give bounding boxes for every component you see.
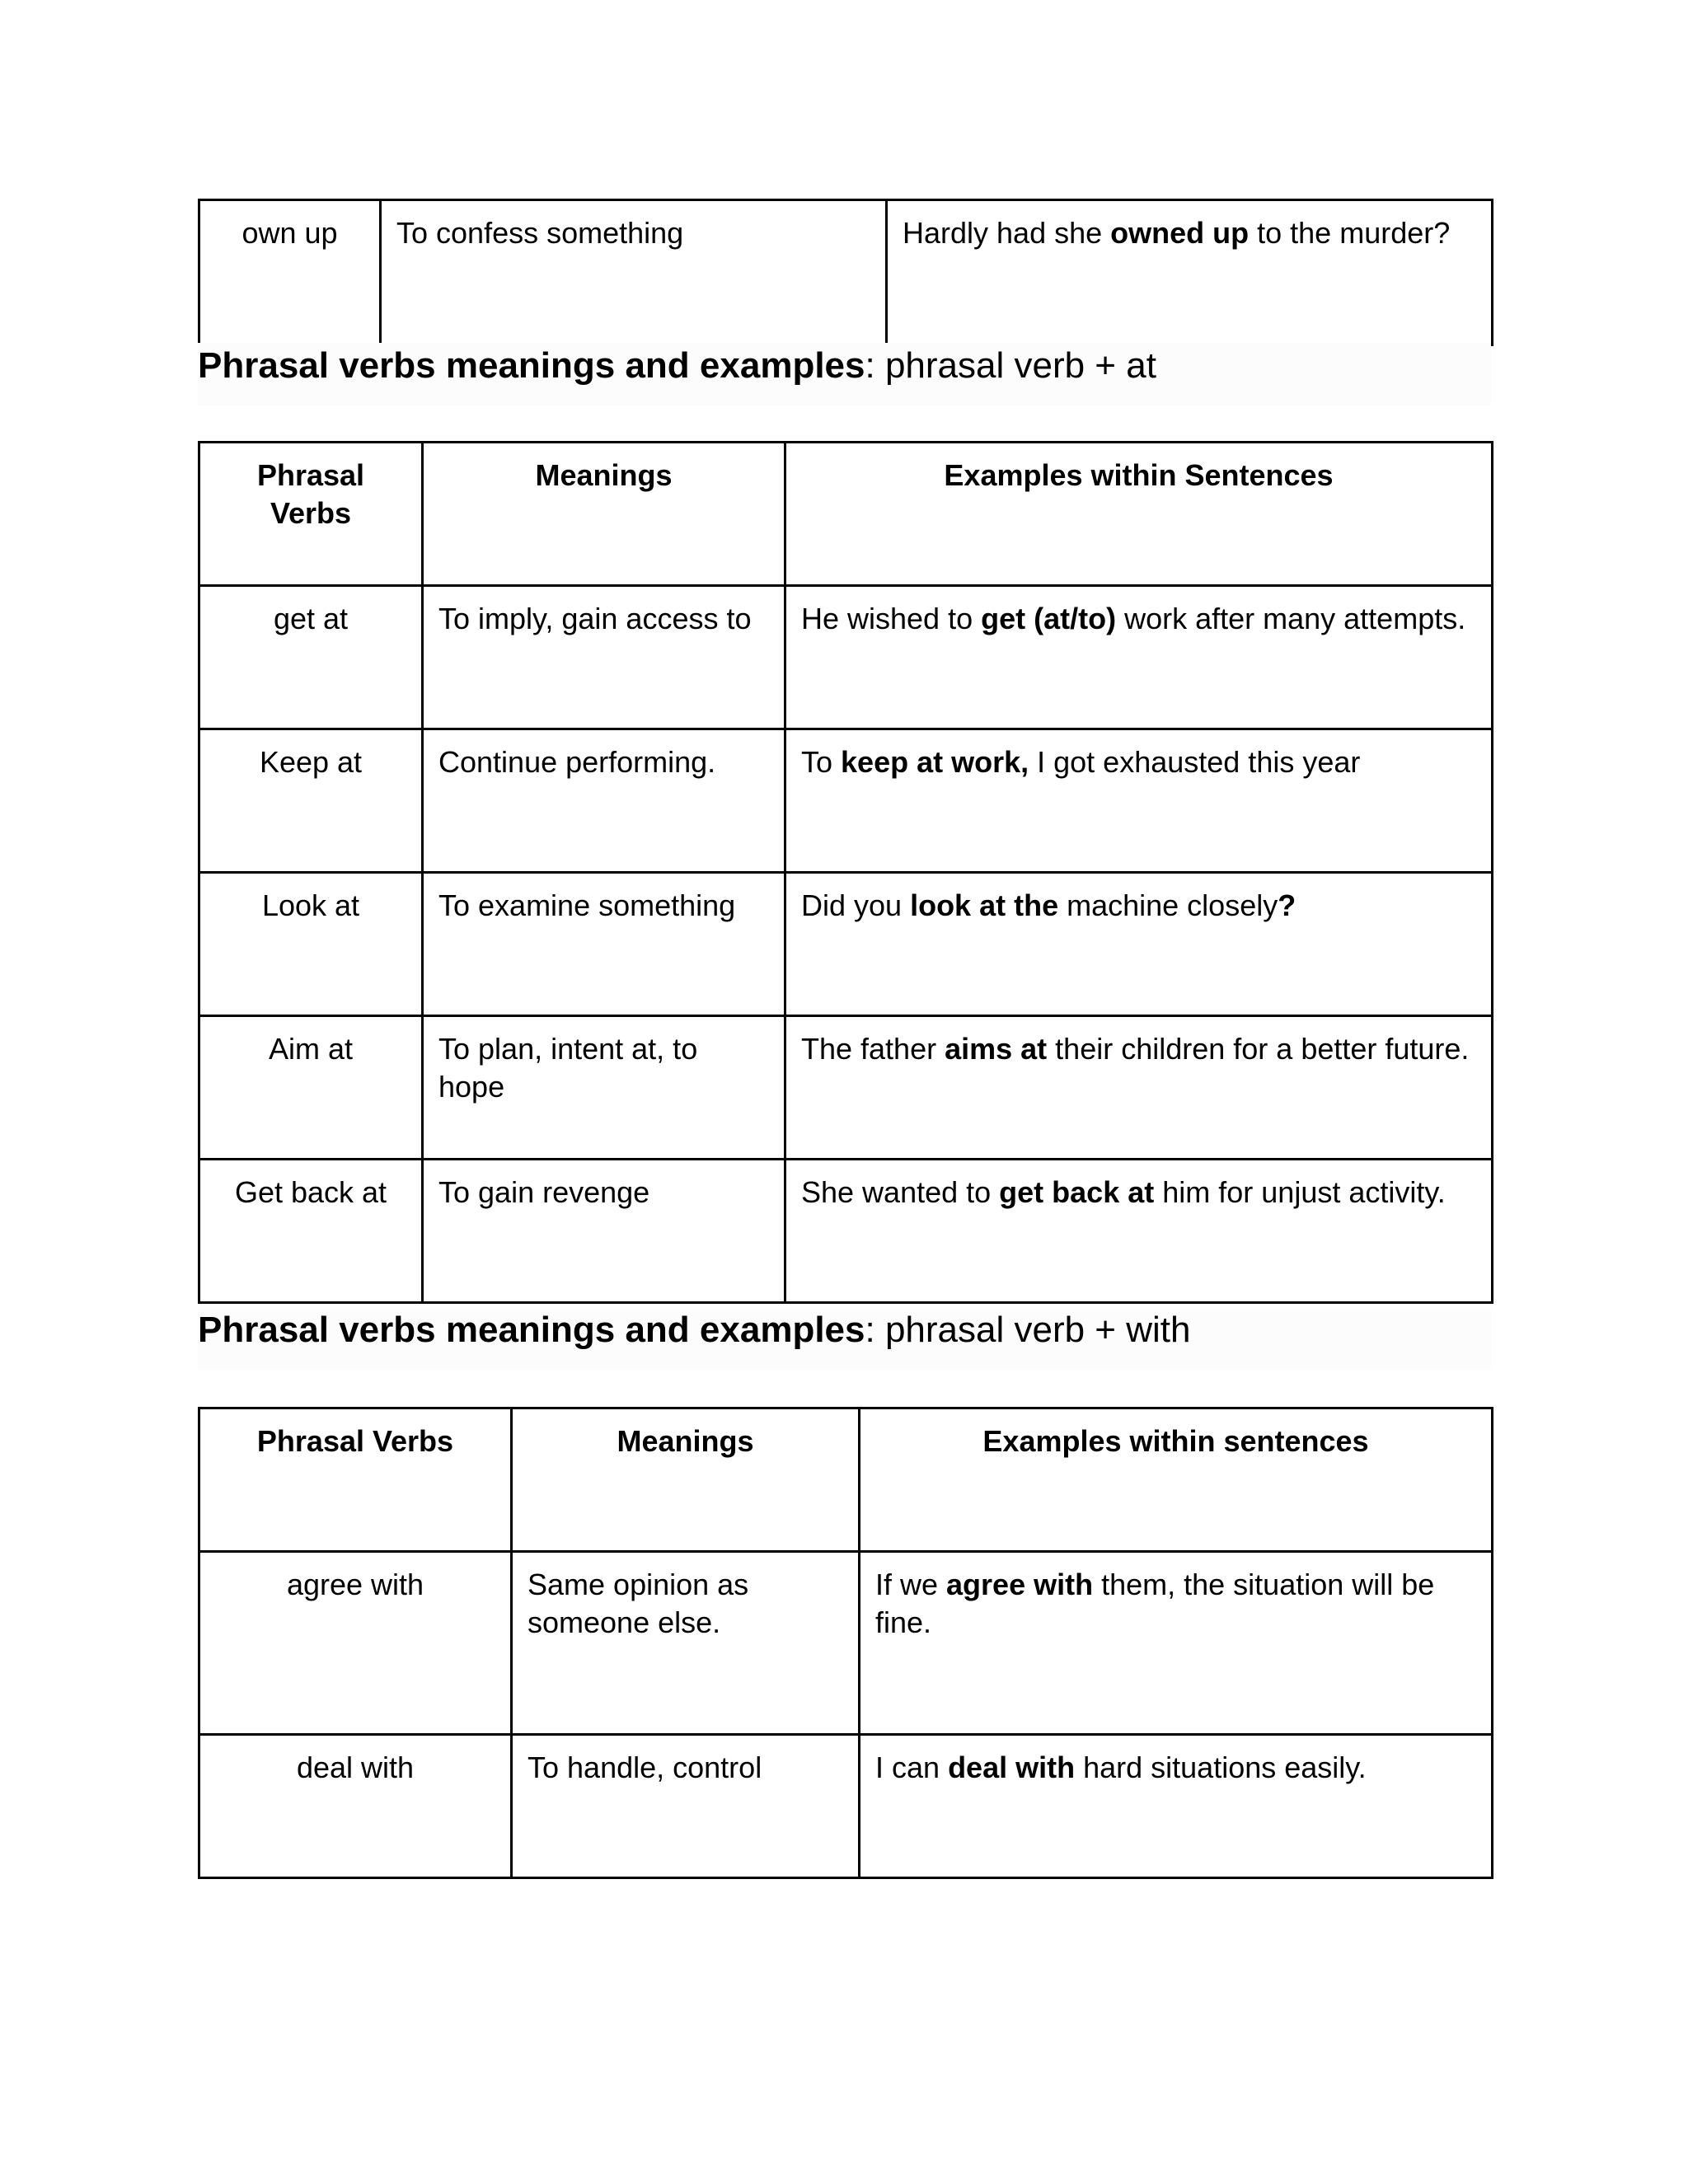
example-text: to the murder? [1249, 216, 1451, 250]
section-heading-at [198, 343, 1491, 405]
meaning-cell: To imply, gain access to [423, 586, 785, 729]
column-header: Phrasal Verbs [199, 1408, 512, 1552]
table-row [199, 1160, 1493, 1303]
column-header: Meanings [512, 1408, 860, 1552]
example-cell [860, 1552, 1493, 1735]
example-text: The father [801, 1032, 945, 1066]
heading-suffix: : phrasal verb + with [865, 1310, 1191, 1350]
heading-suffix: : phrasal verb + at [865, 345, 1156, 386]
phrasal-verb-cell: own up [199, 200, 381, 345]
table-header-row [199, 443, 1493, 586]
phrasal-verb-cell: agree with [199, 1552, 512, 1735]
column-header: Meanings [423, 443, 785, 586]
meaning-cell: To examine something [423, 873, 785, 1016]
table-row [199, 586, 1493, 729]
column-header: Phrasal Verbs [199, 443, 423, 586]
phrasal-verbs-table-continued [198, 199, 1493, 346]
phrasal-verb-cell: Aim at [199, 1016, 423, 1160]
example-phrasal-verb: owned up [1110, 216, 1250, 250]
meaning-cell: To plan, intent at, to hope [423, 1016, 785, 1160]
phrasal-verbs-at-table [198, 441, 1493, 1304]
example-cell [785, 1016, 1493, 1160]
example-phrasal-verb: deal with [948, 1750, 1076, 1784]
example-text: machine closely [1058, 888, 1278, 922]
table-row [199, 1552, 1493, 1735]
example-text: Hardly had she [903, 216, 1111, 250]
example-text: them, the situation will be fine. [875, 1568, 1435, 1639]
example-question-mark: ? [1278, 888, 1296, 922]
example-text: She wanted to [801, 1175, 1000, 1209]
meaning-cell: Same opinion as someone else. [512, 1552, 860, 1735]
example-cell [785, 729, 1493, 873]
table-row [199, 873, 1493, 1016]
example-text: I got exhausted this year [1029, 745, 1361, 779]
example-text: him for unjust activity. [1154, 1175, 1446, 1209]
example-cell [887, 200, 1493, 345]
heading-bold: Phrasal verbs meanings and examples [198, 1310, 865, 1350]
example-phrasal-verb: aims at [945, 1032, 1048, 1066]
phrasal-verb-cell: Get back at [199, 1160, 423, 1303]
example-cell [785, 1160, 1493, 1303]
meaning-cell: To handle, control [512, 1735, 860, 1878]
phrasal-verb-cell: Keep at [199, 729, 423, 873]
phrasal-verb-cell: get at [199, 586, 423, 729]
meaning-cell: To confess something [381, 200, 887, 345]
example-phrasal-verb: get back at [999, 1175, 1155, 1209]
table-header-row [199, 1408, 1493, 1552]
example-text: work after many attempts. [1116, 602, 1466, 635]
meaning-cell: Continue performing. [423, 729, 785, 873]
table-row [199, 200, 1493, 345]
phrasal-verbs-with-table [198, 1407, 1493, 1879]
table-row [199, 729, 1493, 873]
example-text: I can [875, 1750, 949, 1784]
column-header: Examples within Sentences [785, 443, 1493, 586]
table-row [199, 1016, 1493, 1160]
example-cell [785, 586, 1493, 729]
column-header: Examples within sentences [860, 1408, 1493, 1552]
heading-bold: Phrasal verbs meanings and examples [198, 345, 865, 386]
example-text: Did you [801, 888, 911, 922]
example-text: He wished to [801, 602, 982, 635]
phrasal-verb-cell: deal with [199, 1735, 512, 1878]
example-text: If we [875, 1568, 947, 1601]
example-cell [860, 1735, 1493, 1878]
example-phrasal-verb: get (at/to) [981, 602, 1117, 635]
example-phrasal-verb: agree with [946, 1568, 1094, 1601]
example-text: To [801, 745, 842, 779]
example-text: hard situations easily. [1075, 1750, 1367, 1784]
example-phrasal-verb: look at the [910, 888, 1059, 922]
meaning-cell: To gain revenge [423, 1160, 785, 1303]
table-row [199, 1735, 1493, 1878]
example-phrasal-verb: keep at work, [841, 745, 1029, 779]
example-text: their children for a better future. [1047, 1032, 1470, 1066]
phrasal-verb-cell: Look at [199, 873, 423, 1016]
section-heading-with [198, 1307, 1491, 1370]
example-cell [785, 873, 1493, 1016]
